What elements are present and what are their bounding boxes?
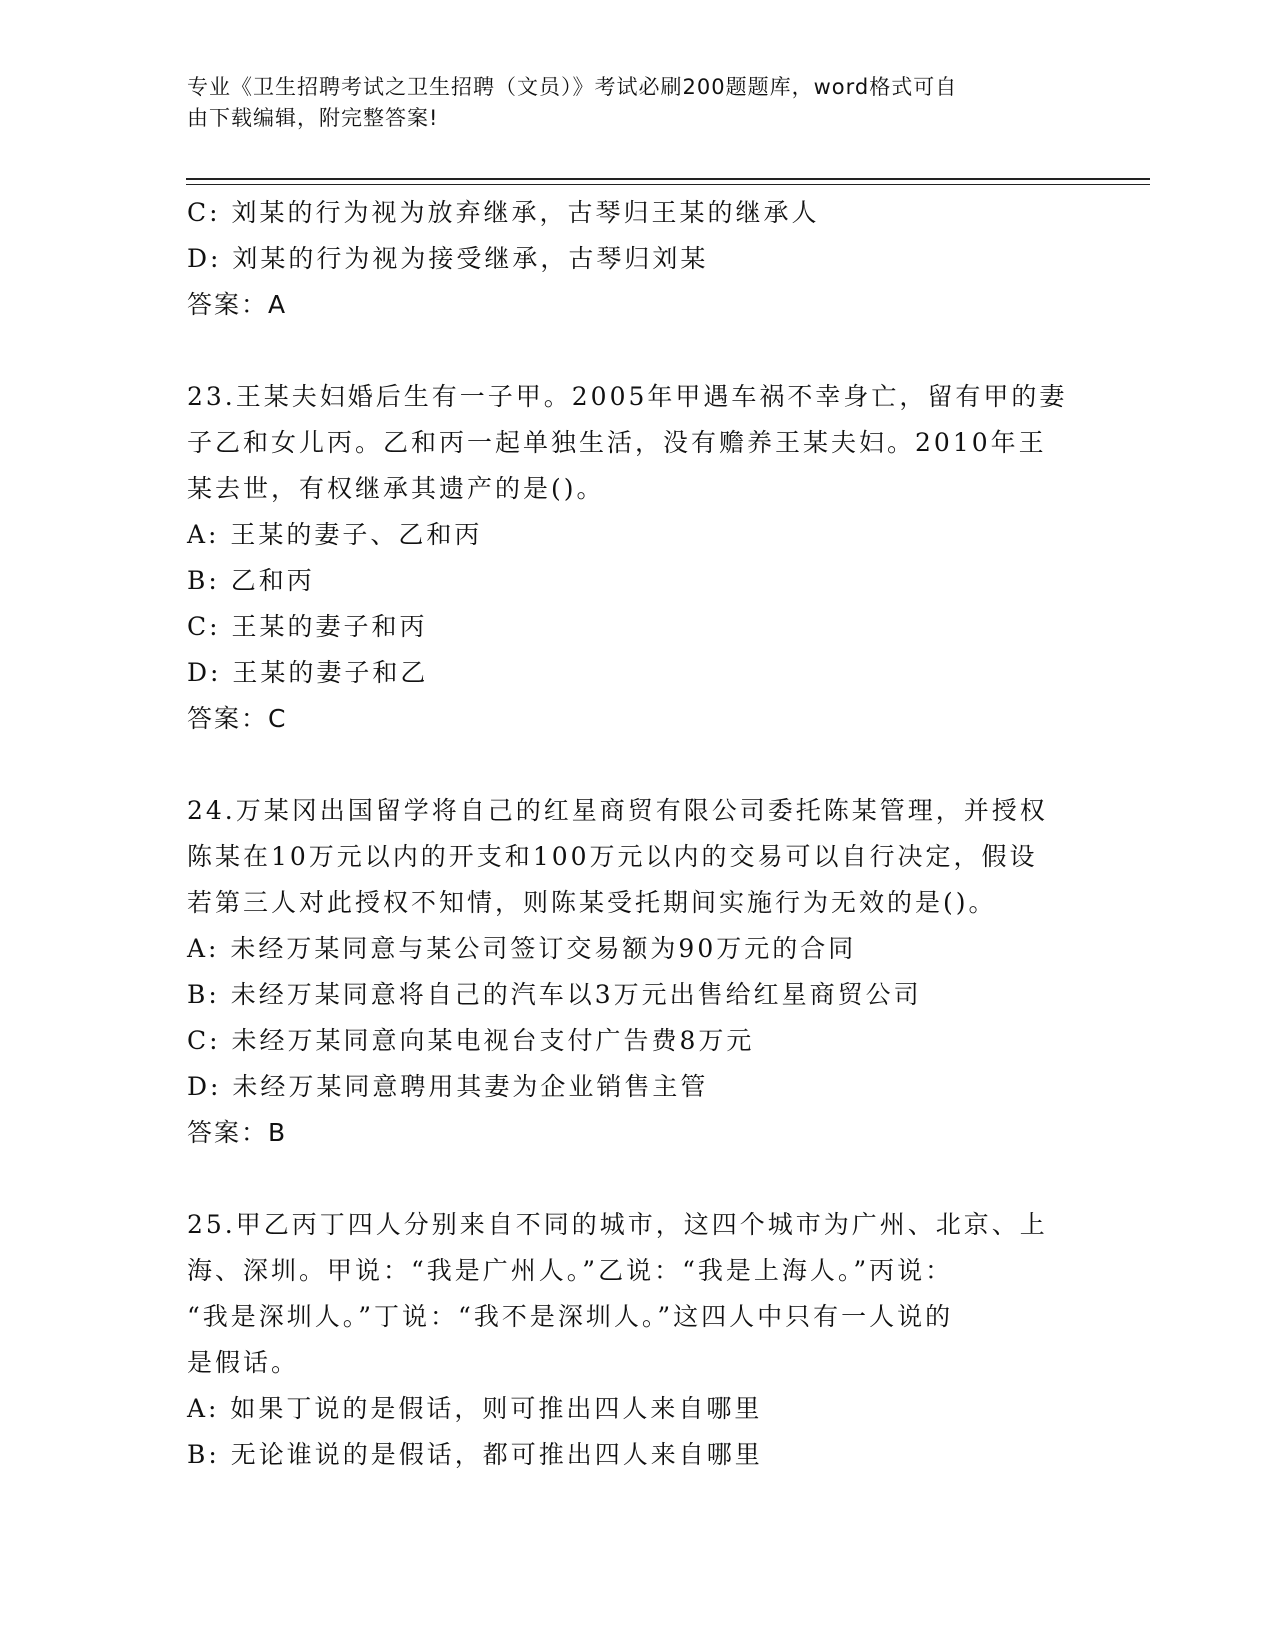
question-22-option-d: D: 刘某的行为视为接受继承，古琴归刘某 <box>187 244 709 273</box>
question-spacer <box>187 742 1087 788</box>
question-22-answer: 答案：A <box>187 290 288 319</box>
question-25-option-b: B: 无论谁说的是假话，都可推出四人来自哪里 <box>187 1440 763 1469</box>
question-24-stem-line-2: 陈某在10万元以内的开支和100万元以内的交易可以自行决定，假设 <box>187 842 1038 871</box>
question-23-stem-line-1: 23.王某夫妇婚后生有一子甲。2005年甲遇车祸不幸身亡，留有甲的妻 <box>187 382 1068 411</box>
question-22-tail <box>187 190 1087 328</box>
document-body <box>187 190 1087 1478</box>
question-23-stem-line-2: 子乙和女儿丙。乙和丙一起单独生活，没有赡养王某夫妇。2010年王 <box>187 428 1047 457</box>
question-22-option-c: C: 刘某的行为视为放弃继承，古琴归王某的继承人 <box>187 198 820 227</box>
question-23-stem-line-3: 某去世，有权继承其遗产的是()。 <box>187 474 605 503</box>
question-23-option-b: B: 乙和丙 <box>187 566 315 595</box>
question-23-option-d: D: 王某的妻子和乙 <box>187 658 429 687</box>
question-24-option-a: A: 未经万某同意与某公司签订交易额为90万元的合同 <box>187 934 857 963</box>
question-24 <box>187 788 1087 1156</box>
document-header <box>187 72 1067 134</box>
question-25 <box>187 1202 1087 1478</box>
question-24-option-d: D: 未经万某同意聘用其妻为企业销售主管 <box>187 1072 709 1101</box>
question-24-option-b: B: 未经万某同意将自己的汽车以3万元出售给红星商贸公司 <box>187 980 922 1009</box>
question-25-stem-line-1: 25.甲乙丙丁四人分别来自不同的城市，这四个城市为广州、北京、上 <box>187 1210 1048 1239</box>
question-25-stem-line-3: “我是深圳人。”丁说：“我不是深圳人。”这四人中只有一人说的 <box>187 1302 954 1331</box>
question-24-answer: 答案：B <box>187 1118 288 1147</box>
header-divider-thick <box>186 178 1150 180</box>
question-23 <box>187 374 1087 742</box>
question-spacer <box>187 1156 1087 1202</box>
question-25-stem-line-2: 海、深圳。甲说：“我是广州人。”乙说：“我是上海人。”丙说： <box>187 1256 954 1285</box>
header-divider-thin <box>186 184 1150 185</box>
question-24-stem-line-3: 若第三人对此授权不知情，则陈某受托期间实施行为无效的是()。 <box>187 888 997 917</box>
question-25-stem-line-4: 是假话。 <box>187 1348 300 1377</box>
header-title-line-2: 由下载编辑，附完整答案! <box>187 106 439 130</box>
question-24-option-c: C: 未经万某同意向某电视台支付广告费8万元 <box>187 1026 755 1055</box>
question-25-option-a: A: 如果丁说的是假话，则可推出四人来自哪里 <box>187 1394 763 1423</box>
header-title-line-1: 专业《卫生招聘考试之卫生招聘（文员）》考试必刷200题题库，word格式可自 <box>187 75 958 99</box>
question-24-stem-line-1: 24.万某冈出国留学将自己的红星商贸有限公司委托陈某管理，并授权 <box>187 796 1048 825</box>
question-23-option-c: C: 王某的妻子和丙 <box>187 612 428 641</box>
question-23-option-a: A: 王某的妻子、乙和丙 <box>187 520 483 549</box>
question-spacer <box>187 328 1087 374</box>
question-23-answer: 答案：C <box>187 704 288 733</box>
